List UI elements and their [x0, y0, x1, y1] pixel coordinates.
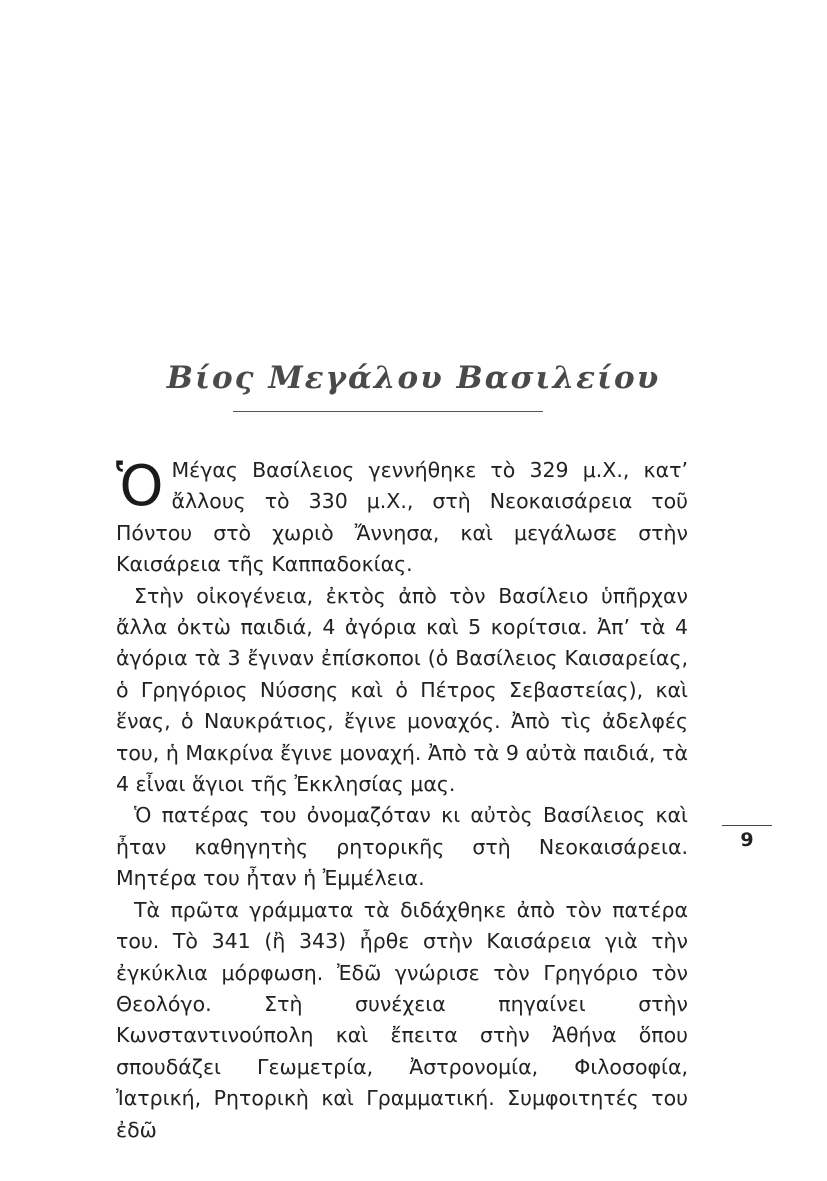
paragraph-1 [116, 455, 688, 581]
title-divider [233, 411, 543, 412]
paragraph-1-text: Μέγας Βασίλειος γεννήθηκε τὸ 329 μ.Χ., κατ’ ἄλλους τὸ 330 μ.Χ., στὴ Νεοκαισάρεια τοῦ Πόντου στὸ χωριὸ Ἄννησα, καὶ μεγάλωσε στὴν Καισάρεια τῆς Καππαδοκίας. [116, 458, 688, 577]
paragraph-4: Τὰ πρῶτα γράμματα τὰ διδάχθηκε ἀπὸ τὸν πατέρα του. Τὸ 341 (ἢ 343) ἦρθε στὴν Καισάρεια γιὰ τὴν ἐγκύκλια μόρφωση. Ἐδῶ γνώρισε τὸν Γρηγόριο τὸν Θεολόγο. Στὴ συνέχεια πηγαίνει στὴν Κωνσταντινούπολη καὶ ἔπειτα στὴν Ἀθήνα ὅπου σπουδάζει Γεωμετρία, Ἀστρονομία, Φιλοσοφία, Ἰατρική, Ρητορικὴ καὶ Γραμματική. Συμφοιτητές του ἐδῶ [116, 897, 688, 1142]
drop-cap: Ὁ [116, 454, 164, 519]
paragraph-3: Ὁ πατέρας του ὀνομαζόταν κι αὐτὸς Βασίλειος καὶ ἦταν καθηγητὴς ρητορικῆς στὴ Νεοκαισάρεια. Μητέρα του ἦταν ἡ Ἐμμέλεια. [116, 803, 688, 891]
page-number: 9 [740, 829, 754, 851]
chapter-title: Βίος Μεγάλου Βασιλείου [166, 360, 661, 396]
page-number-rule [722, 825, 772, 826]
paragraph-2: Στὴν οἰκογένεια, ἐκτὸς ἀπὸ τὸν Βασίλειο ὑπῆρχαν ἄλλα ὀκτὼ παιδιά, 4 ἀγόρια καὶ 5 κορίτσια. Ἀπ’ τὰ 4 ἀγόρια τὰ 3 ἔγιναν ἐπίσκοποι (ὁ Βασίλειος Καισαρείας, ὁ Γρηγόριος Νύσσης καὶ ὁ Πέτρος Σεβαστείας), καὶ ἕνας, ὁ Ναυκράτιος, ἔγινε μοναχός. Ἀπὸ τὶς ἀδελφές του, ἡ Μακρίνα ἔγινε μοναχή. Ἀπὸ τὰ 9 αὐτὰ παιδιά, τὰ 4 εἶναι ἅγιοι τῆς Ἐκκλησίας μας. [116, 583, 688, 797]
body-text [116, 455, 688, 1146]
